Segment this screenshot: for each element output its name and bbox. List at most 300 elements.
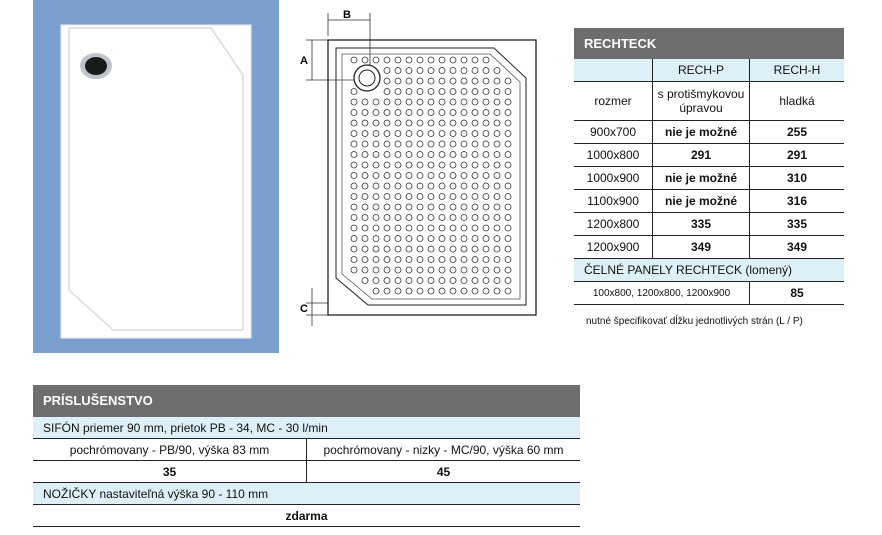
- sifon-option: pochrómovany - nizky - MC/90, výška 60 mm: [307, 439, 581, 461]
- dot: [395, 99, 401, 105]
- dot: [351, 99, 357, 105]
- dot: [384, 267, 390, 273]
- dot: [461, 120, 467, 126]
- dot: [505, 183, 511, 189]
- dot: [395, 152, 401, 158]
- anti-slip-dots: [351, 57, 511, 294]
- label-a: A: [300, 55, 308, 67]
- dot: [362, 131, 368, 137]
- dot: [472, 204, 478, 210]
- dot: [505, 162, 511, 168]
- dot: [439, 278, 445, 284]
- dot: [395, 204, 401, 210]
- dot: [505, 278, 511, 284]
- dot: [450, 288, 456, 294]
- price-h-cell: 349: [750, 236, 845, 259]
- dot: [450, 120, 456, 126]
- dot: [483, 141, 489, 147]
- dot: [417, 204, 423, 210]
- size-cell: 1000x800: [574, 144, 653, 167]
- dot: [494, 120, 500, 126]
- dot: [461, 204, 467, 210]
- dot: [472, 225, 478, 231]
- dot: [494, 89, 500, 95]
- dot: [494, 236, 500, 242]
- dot: [483, 225, 489, 231]
- price-h-cell: 310: [750, 167, 845, 190]
- dot: [461, 99, 467, 105]
- dot: [450, 204, 456, 210]
- dot: [483, 173, 489, 179]
- dot: [505, 288, 511, 294]
- panels-title-row: [574, 259, 844, 282]
- accessories-table: [33, 385, 580, 527]
- dot: [362, 225, 368, 231]
- dot: [351, 183, 357, 189]
- dot: [505, 99, 511, 105]
- dot: [373, 257, 379, 263]
- dot: [417, 120, 423, 126]
- dot: [351, 225, 357, 231]
- dot: [428, 141, 434, 147]
- dot: [362, 215, 368, 221]
- feet-row: [33, 483, 580, 505]
- dot: [417, 236, 423, 242]
- dot: [417, 278, 423, 284]
- dot: [439, 257, 445, 263]
- dot: [472, 110, 478, 116]
- dot: [395, 257, 401, 263]
- dot: [351, 215, 357, 221]
- dot: [428, 173, 434, 179]
- dot: [406, 173, 412, 179]
- dot: [406, 278, 412, 284]
- dot: [373, 288, 379, 294]
- dot: [428, 288, 434, 294]
- dot: [417, 141, 423, 147]
- table-row: [574, 190, 844, 213]
- dot: [362, 120, 368, 126]
- dot: [494, 204, 500, 210]
- dot: [384, 141, 390, 147]
- dot: [483, 68, 489, 74]
- label-b: B: [343, 9, 351, 21]
- dot: [439, 99, 445, 105]
- dot: [505, 152, 511, 158]
- dot: [406, 246, 412, 252]
- sifon-options-row: [33, 439, 580, 461]
- dot: [373, 99, 379, 105]
- dot: [494, 152, 500, 158]
- dot: [373, 162, 379, 168]
- footnote: nutné špecifikovať dĺžku jednotlivých strán (L / P): [586, 316, 803, 327]
- dot: [384, 78, 390, 84]
- dot: [428, 183, 434, 189]
- dot: [472, 288, 478, 294]
- dot: [494, 194, 500, 200]
- dot: [483, 236, 489, 242]
- dot: [450, 267, 456, 273]
- dot: [406, 110, 412, 116]
- dot: [505, 246, 511, 252]
- dot: [417, 110, 423, 116]
- dot: [494, 225, 500, 231]
- dot: [406, 57, 412, 63]
- table-row: [574, 213, 844, 236]
- dot: [439, 68, 445, 74]
- dot: [472, 267, 478, 273]
- dot: [406, 215, 412, 221]
- dot: [351, 257, 357, 263]
- dot: [384, 225, 390, 231]
- dot: [483, 110, 489, 116]
- size-cell: 1200x800: [574, 213, 653, 236]
- dot: [505, 110, 511, 116]
- dot: [373, 267, 379, 273]
- dot: [362, 173, 368, 179]
- dot: [505, 141, 511, 147]
- dot: [362, 162, 368, 168]
- dot: [384, 68, 390, 74]
- dot: [406, 236, 412, 242]
- dot: [395, 288, 401, 294]
- dot: [428, 78, 434, 84]
- dot: [406, 99, 412, 105]
- table-subheader-row: [574, 82, 844, 121]
- dot: [395, 57, 401, 63]
- dot: [384, 278, 390, 284]
- dot: [417, 173, 423, 179]
- dot: [351, 152, 357, 158]
- dot: [406, 225, 412, 231]
- dot: [494, 141, 500, 147]
- dot: [428, 57, 434, 63]
- subheader-size: rozmer: [574, 82, 653, 121]
- panels-sizes: 100x800, 1200x800, 1200x900: [574, 282, 750, 305]
- price-p-cell: 335: [653, 213, 750, 236]
- dot: [362, 246, 368, 252]
- dot: [351, 267, 357, 273]
- dot: [428, 225, 434, 231]
- dot: [450, 225, 456, 231]
- dot: [450, 141, 456, 147]
- dot: [351, 89, 357, 95]
- panels-title: ČELNÉ PANELY RECHTECK (lomený): [574, 259, 844, 282]
- dot: [428, 99, 434, 105]
- dot: [384, 120, 390, 126]
- price-h-cell: 335: [750, 213, 845, 236]
- dot: [439, 110, 445, 116]
- dot: [483, 288, 489, 294]
- dot: [450, 246, 456, 252]
- price-p-cell: nie je možné: [653, 190, 750, 213]
- dot: [428, 267, 434, 273]
- header-rech-h: RECH-H: [750, 59, 845, 82]
- dot: [384, 152, 390, 158]
- dot: [395, 110, 401, 116]
- dot: [395, 68, 401, 74]
- dot: [406, 288, 412, 294]
- dot: [494, 267, 500, 273]
- dot: [362, 99, 368, 105]
- dot: [505, 120, 511, 126]
- dot: [351, 141, 357, 147]
- dot: [461, 215, 467, 221]
- dot: [461, 78, 467, 84]
- dot: [384, 173, 390, 179]
- dot: [494, 162, 500, 168]
- sifon-prices-row: [33, 461, 580, 483]
- dot: [472, 99, 478, 105]
- dot: [450, 57, 456, 63]
- dot: [483, 204, 489, 210]
- dot: [351, 194, 357, 200]
- dot: [406, 89, 412, 95]
- dot: [461, 89, 467, 95]
- dot: [439, 246, 445, 252]
- size-cell: 1200x900: [574, 236, 653, 259]
- dot: [461, 257, 467, 263]
- price-p-cell: 349: [653, 236, 750, 259]
- dot: [395, 246, 401, 252]
- dot: [472, 68, 478, 74]
- dot: [450, 278, 456, 284]
- dot: [395, 173, 401, 179]
- dot: [384, 131, 390, 137]
- dot: [461, 246, 467, 252]
- dot: [362, 141, 368, 147]
- dot: [428, 89, 434, 95]
- dot: [494, 131, 500, 137]
- price-h-cell: 291: [750, 144, 845, 167]
- dot: [439, 141, 445, 147]
- dot: [428, 110, 434, 116]
- panels-row: [574, 282, 844, 305]
- sifon-price: 45: [307, 461, 581, 483]
- dot: [373, 278, 379, 284]
- dot: [461, 173, 467, 179]
- dot: [373, 183, 379, 189]
- dot: [373, 194, 379, 200]
- dot: [505, 215, 511, 221]
- subheader-smooth: hladká: [750, 82, 845, 121]
- dot: [450, 194, 456, 200]
- dot: [494, 68, 500, 74]
- dot: [472, 120, 478, 126]
- dot: [450, 68, 456, 74]
- dot: [472, 246, 478, 252]
- dot: [417, 68, 423, 74]
- feet-price-row: [33, 505, 580, 527]
- dot: [395, 236, 401, 242]
- dot: [483, 162, 489, 168]
- dot: [428, 152, 434, 158]
- dot: [373, 225, 379, 231]
- dot: [439, 152, 445, 158]
- size-cell: 900x700: [574, 121, 653, 144]
- dot: [428, 215, 434, 221]
- dot: [351, 131, 357, 137]
- header-rech-p: RECH-P: [653, 59, 750, 82]
- dot: [439, 131, 445, 137]
- dot: [395, 278, 401, 284]
- dot: [494, 110, 500, 116]
- dot: [395, 141, 401, 147]
- dot: [461, 131, 467, 137]
- dot: [406, 183, 412, 189]
- dot: [428, 236, 434, 242]
- dot: [461, 57, 467, 63]
- dot: [362, 194, 368, 200]
- dot: [428, 204, 434, 210]
- dot: [450, 78, 456, 84]
- dot: [373, 57, 379, 63]
- dot: [450, 215, 456, 221]
- dot: [417, 99, 423, 105]
- dot: [450, 183, 456, 189]
- dot: [505, 78, 511, 84]
- dot: [450, 173, 456, 179]
- dot: [362, 257, 368, 263]
- sifon-row: [33, 417, 580, 439]
- dot: [406, 194, 412, 200]
- dot: [472, 173, 478, 179]
- dot: [417, 225, 423, 231]
- dot: [373, 152, 379, 158]
- dot: [428, 120, 434, 126]
- dot: [505, 204, 511, 210]
- dot: [461, 162, 467, 168]
- dot: [384, 215, 390, 221]
- dot: [461, 278, 467, 284]
- price-h-cell: 255: [750, 121, 845, 144]
- dot: [483, 257, 489, 263]
- dot: [384, 89, 390, 95]
- dot: [461, 288, 467, 294]
- feet-price: zdarma: [33, 505, 580, 527]
- dot: [384, 288, 390, 294]
- dot: [362, 57, 368, 63]
- drain-circle: [354, 65, 380, 91]
- dot: [505, 89, 511, 95]
- dot: [472, 152, 478, 158]
- dot: [461, 110, 467, 116]
- size-cell: 1000x900: [574, 167, 653, 190]
- dot: [461, 152, 467, 158]
- dot: [395, 183, 401, 189]
- dot: [450, 152, 456, 158]
- dot: [406, 257, 412, 263]
- dot: [461, 194, 467, 200]
- price-p-cell: nie je možné: [653, 167, 750, 190]
- dot: [494, 99, 500, 105]
- dot: [373, 131, 379, 137]
- dot: [450, 162, 456, 168]
- dot: [406, 68, 412, 74]
- dot: [351, 236, 357, 242]
- dot: [417, 267, 423, 273]
- dot: [439, 162, 445, 168]
- dot: [483, 267, 489, 273]
- dot: [373, 110, 379, 116]
- dot: [362, 152, 368, 158]
- sifon-option: pochrómovany - PB/90, výška 83 mm: [33, 439, 307, 461]
- sifon-label: SIFÓN priemer 90 mm, prietok PB - 34, MC - 30 l/min: [33, 417, 580, 439]
- dot: [395, 131, 401, 137]
- dot: [505, 173, 511, 179]
- dot: [494, 183, 500, 189]
- dot: [373, 141, 379, 147]
- label-c: C: [300, 303, 308, 315]
- feet-label: NOŽIČKY nastaviteľná výška 90 - 110 mm: [33, 483, 580, 505]
- dot: [351, 120, 357, 126]
- dot: [505, 236, 511, 242]
- dot: [439, 267, 445, 273]
- dot: [428, 246, 434, 252]
- dot: [351, 173, 357, 179]
- dot: [483, 78, 489, 84]
- dot: [483, 131, 489, 137]
- dot: [439, 194, 445, 200]
- dot: [384, 57, 390, 63]
- dot: [417, 78, 423, 84]
- dot: [439, 57, 445, 63]
- dot: [362, 267, 368, 273]
- dot: [395, 215, 401, 221]
- dot: [483, 278, 489, 284]
- dot: [483, 99, 489, 105]
- dot: [406, 141, 412, 147]
- dot: [406, 78, 412, 84]
- dot: [461, 267, 467, 273]
- dot: [494, 278, 500, 284]
- dot: [351, 204, 357, 210]
- dot: [406, 152, 412, 158]
- table-row: [574, 236, 844, 259]
- dot: [439, 120, 445, 126]
- dot: [351, 246, 357, 252]
- dot: [406, 120, 412, 126]
- table-row: [574, 121, 844, 144]
- dot: [505, 131, 511, 137]
- dot: [351, 162, 357, 168]
- dot: [428, 68, 434, 74]
- dot: [483, 152, 489, 158]
- dot: [417, 152, 423, 158]
- dot: [505, 225, 511, 231]
- accessories-title: PRÍSLUŠENSTVO: [33, 385, 580, 417]
- dot: [428, 131, 434, 137]
- tray-drawing: [298, 8, 548, 333]
- dot: [406, 162, 412, 168]
- dot: [472, 194, 478, 200]
- dot: [417, 183, 423, 189]
- sifon-price: 35: [33, 461, 307, 483]
- price-h-cell: 316: [750, 190, 845, 213]
- dot: [417, 131, 423, 137]
- dot: [483, 89, 489, 95]
- table-row: [574, 144, 844, 167]
- dot: [395, 194, 401, 200]
- dot: [439, 78, 445, 84]
- dot: [395, 225, 401, 231]
- dot: [362, 278, 368, 284]
- table-row: [574, 167, 844, 190]
- dot: [505, 257, 511, 263]
- dot: [384, 204, 390, 210]
- dot: [373, 215, 379, 221]
- dot: [439, 288, 445, 294]
